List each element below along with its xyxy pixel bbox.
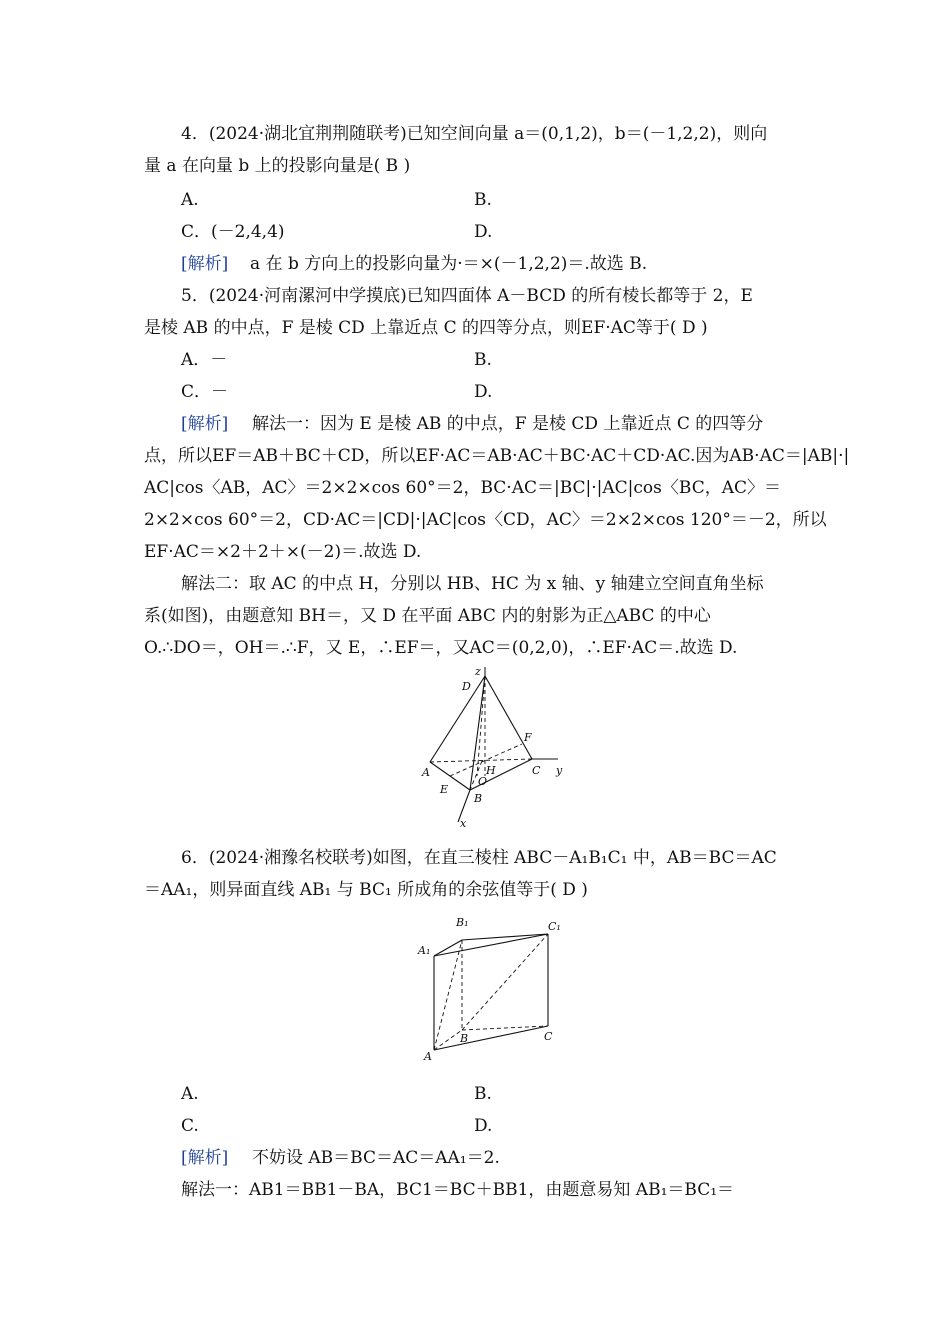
q6-solution-tag: [解析] <box>181 1148 229 1168</box>
q5-option-c: C．－ <box>181 382 229 402</box>
q4-option-d: D. <box>474 222 493 242</box>
q6-option-c: C. <box>181 1116 199 1136</box>
q4-option-c: C．(－2,4,4) <box>181 222 285 242</box>
label-e: E <box>440 783 449 796</box>
q5-solution-line3: AC|cos〈AB，AC〉＝2×2×cos 60°＝2，BC·AC＝|BC|·|AC|cos〈BC，AC〉＝ <box>144 478 781 498</box>
q6-option-b: B. <box>474 1084 492 1104</box>
q5-option-d: D. <box>474 382 493 402</box>
label-b1: B₁ <box>456 916 469 929</box>
q6-solution-line2: 解法一：AB1＝BB1－BA，BC1＝BC＋BB1，由题意易知 AB₁＝BC₁＝ <box>181 1180 735 1200</box>
q5-solution-line5: EF·AC＝×2＋2＋×(－2)＝.故选 D. <box>144 542 422 562</box>
q6-stem-line1: 6．(2024·湘豫名校联考)如图，在直三棱柱 ABC－A₁B₁C₁ 中，AB＝BC＝AC <box>181 848 777 868</box>
edge-a1c1 <box>434 934 548 956</box>
label-b: B <box>460 1032 469 1045</box>
q5-solution-line7: 系(如图)，由题意知 BH＝，又 D 在平面 ABC 内的射影为正△ABC 的中心 <box>144 606 711 626</box>
q4-solution-tag: [解析] <box>181 254 229 274</box>
label-a: A <box>424 1050 432 1062</box>
q4-solution: a 在 b 方向上的投影向量为·＝×(－1,2,2)＝.故选 B. <box>250 254 648 274</box>
prism-figure <box>412 912 570 1062</box>
tetrahedron-figure <box>410 666 580 834</box>
label-d: D <box>462 680 471 693</box>
edge-dc <box>485 676 532 759</box>
q4-option-a: A. <box>181 190 199 210</box>
edge-ac <box>434 1026 548 1050</box>
edge-bc-hidden <box>462 1026 548 1030</box>
label-z: z <box>475 666 481 678</box>
edge-db <box>470 676 488 790</box>
label-h: H <box>486 764 496 777</box>
label-f: F <box>524 731 532 744</box>
label-o: O <box>478 775 488 788</box>
q4-stem-line1: 4．(2024·湖北宜荆荆随联考)已知空间向量 a＝(0,1,2)，b＝(－1,2,2)，则向 <box>181 124 768 144</box>
label-c: C <box>544 1030 553 1043</box>
q4-stem-line2: 量 a 在向量 b 上的投影向量是( B ) <box>144 156 411 176</box>
label-c1: C₁ <box>548 920 561 933</box>
q5-solution-line8: O.∴DO＝，OH＝.∴F，又 E，∴EF＝，又AC＝(0,2,0)，∴EF·AC＝.故选 D. <box>144 638 738 658</box>
q6-option-a: A. <box>181 1084 199 1104</box>
label-b: B <box>474 792 483 805</box>
label-x: x <box>460 817 467 830</box>
q5-option-b: B. <box>474 350 492 370</box>
q6-stem-line2: ＝AA₁，则异面直线 AB₁ 与 BC₁ 所成角的余弦值等于( D ) <box>144 880 588 900</box>
label-y: y <box>556 764 563 777</box>
q5-solution-line2: 点，所以EF＝AB＋BC＋CD，所以EF·AC＝AB·AC＋BC·AC＋CD·AC.因为AB·AC＝|AB|·| <box>144 446 850 466</box>
edge-da <box>430 676 485 762</box>
q4-option-b: B. <box>474 190 492 210</box>
q5-option-a: A．－ <box>181 350 228 370</box>
q5-solution-line1: 解法一：因为 E 是棱 AB 的中点，F 是棱 CD 上靠近点 C 的四等分 <box>252 414 764 434</box>
label-a: A <box>422 766 430 779</box>
q5-solution-line4: 2×2×cos 60°＝2，CD·AC＝|CD|·|AC|cos〈CD，AC〉＝2×2×cos 120°＝－2，所以 <box>144 510 827 530</box>
q6-option-d: D. <box>474 1116 493 1136</box>
edge-ac-hidden <box>430 759 532 762</box>
label-c: C <box>532 764 541 777</box>
label-a1: A₁ <box>418 944 431 957</box>
q5-stem-line1: 5．(2024·河南漯河中学摸底)已知四面体 A－BCD 的所有棱长都等于 2，E <box>181 286 753 306</box>
q5-stem-line2: 是棱 AB 的中点，F 是棱 CD 上靠近点 C 的四等分点，则EF·AC等于( D ) <box>144 318 708 338</box>
q5-solution-tag: [解析] <box>181 414 229 434</box>
q6-solution-line1: 不妨设 AB＝BC＝AC＝AA₁＝2. <box>252 1148 500 1168</box>
q5-solution-line6: 解法二：取 AC 的中点 H，分别以 HB、HC 为 x 轴、y 轴建立空间直角坐标 <box>181 574 764 594</box>
